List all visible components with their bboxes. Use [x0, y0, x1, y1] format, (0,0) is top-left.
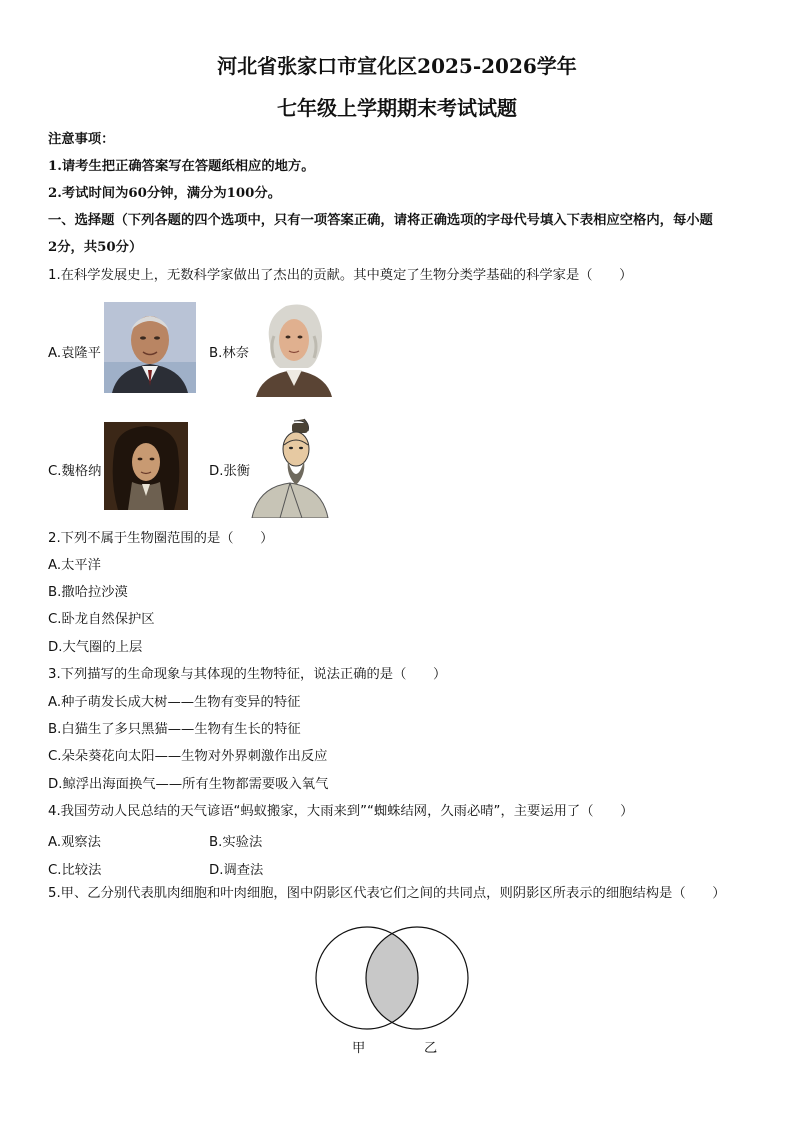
section-heading-line-1: 一、选择题（下列各题的四个选项中，只有一项答案正确，请将正确选项的字母代号填入下表相应空格内，每小题: [48, 213, 713, 228]
q4-option-b: B.实验法: [209, 835, 263, 850]
wegener-portrait: [104, 422, 188, 510]
title-line-1: 河北省张家口市宣化区2025-2026学年: [217, 54, 577, 78]
question-3-stem: 3.下列描写的生命现象与其体现的生物特征，说法正确的是（ ）: [48, 667, 447, 682]
q1-option-d: D.张衡: [209, 464, 251, 479]
q2-option-a: A.太平洋: [48, 558, 101, 573]
q3-option-c: C.朵朵葵花向太阳——生物对外界刺激作出反应: [48, 749, 328, 764]
title-line-2: 七年级上学期期末考试试题: [277, 96, 517, 120]
question-2-stem: 2.下列不属于生物圈范围的是（ ）: [48, 531, 274, 546]
question-5-stem: 5.甲、乙分别代表肌肉细胞和叶肉细胞，图中阴影区代表它们之间的共同点，则阴影区所表示的细胞结构是（ ）: [48, 886, 726, 901]
q4-option-d: D.调查法: [209, 863, 264, 878]
q1-option-c: C.魏格纳: [48, 464, 102, 479]
notes-item-2: 2.考试时间为60分钟，满分为100分。: [48, 186, 282, 201]
notes-item-1: 1.请考生把正确答案写在答题纸相应的地方。: [48, 159, 315, 174]
q2-option-d: D.大气圈的上层: [48, 640, 143, 655]
q4-option-c: C.比较法: [48, 863, 102, 878]
q1-option-a: A.袁隆平: [48, 346, 101, 361]
venn-label-jia: 甲: [352, 1041, 366, 1056]
linnaeus-portrait: [252, 296, 336, 397]
question-1-stem: 1.在科学发展史上，无数科学家做出了杰出的贡献。其中奠定了生物分类学基础的科学家是（ ）: [48, 268, 633, 283]
notes-heading: 注意事项：: [48, 132, 115, 147]
section-heading-line-2: 2分，共50分）: [48, 240, 143, 255]
q3-option-b: B.白猫生了多只黑猫——生物有生长的特征: [48, 722, 301, 737]
q3-option-a: A.种子萌发长成大树——生物有变异的特征: [48, 695, 301, 710]
question-4-stem: 4.我国劳动人民总结的天气谚语“蚂蚁搬家，大雨来到”“蜘蛛结网，久雨必晴”，主要运用了（ ）: [48, 804, 634, 819]
venn-diagram: [312, 925, 476, 1033]
venn-label-yi: 乙: [424, 1041, 438, 1056]
q4-option-a: A.观察法: [48, 835, 101, 850]
q2-option-c: C.卧龙自然保护区: [48, 612, 155, 627]
q1-option-b: B.林奈: [209, 346, 249, 361]
q2-option-b: B.撒哈拉沙漠: [48, 585, 128, 600]
zhang-heng-portrait: [250, 415, 330, 518]
q3-option-d: D.鲸浮出海面换气——所有生物都需要吸入氧气: [48, 777, 329, 792]
yuan-longping-portrait: [104, 302, 196, 393]
